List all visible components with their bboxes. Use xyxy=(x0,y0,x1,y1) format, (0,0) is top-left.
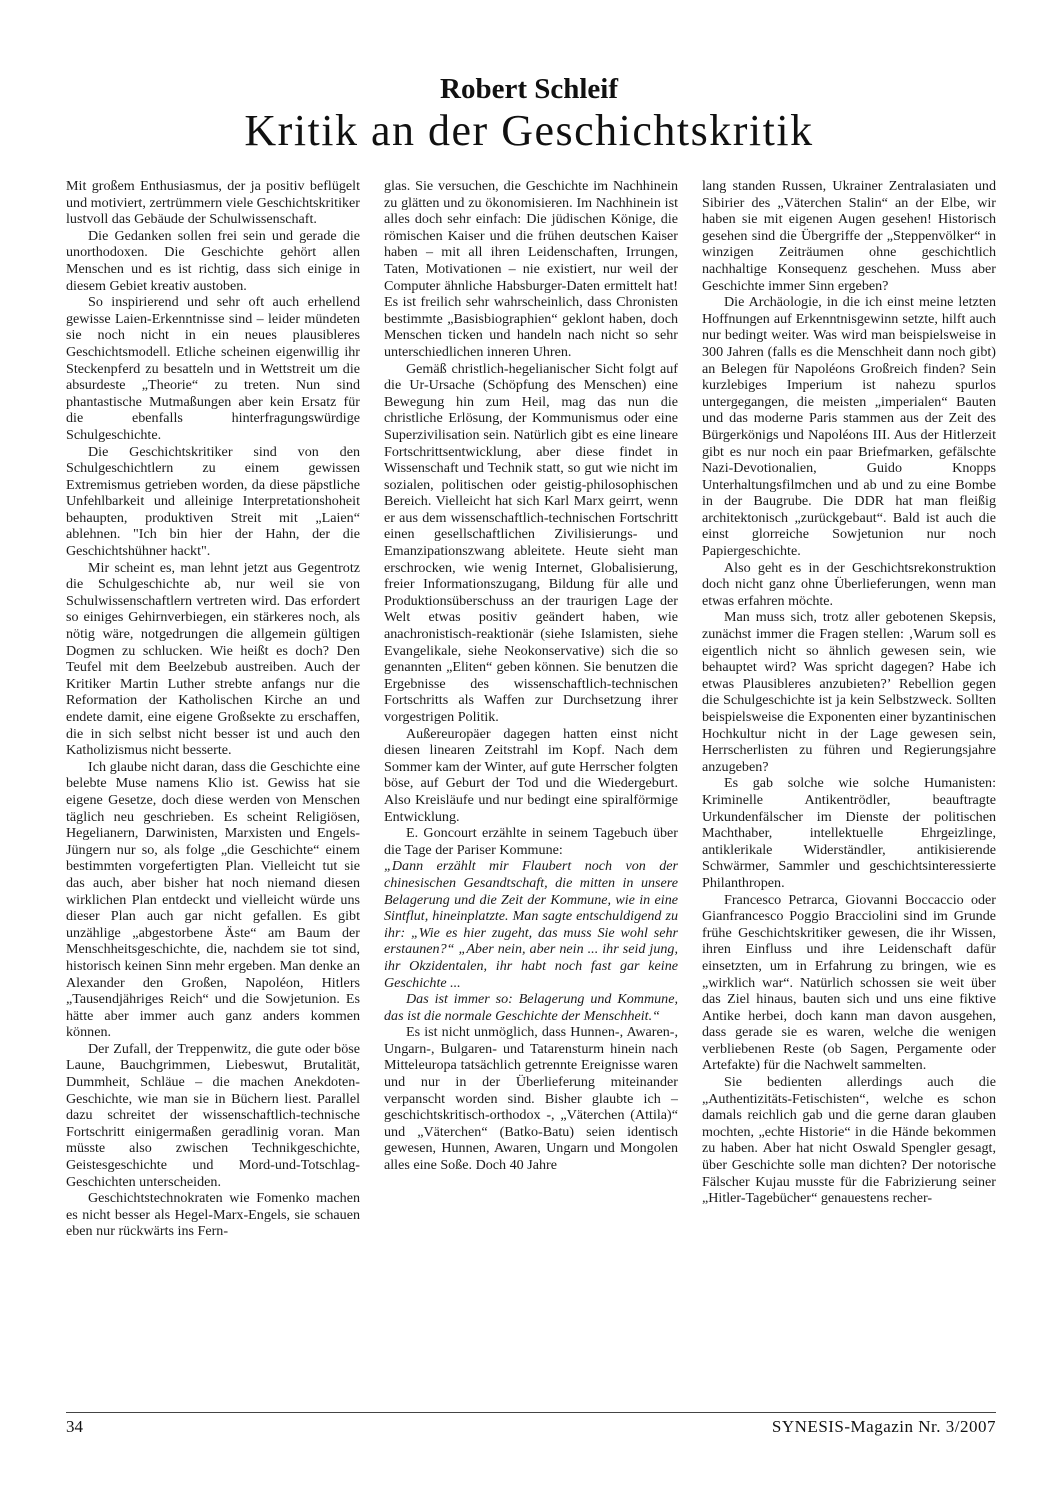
column-1 xyxy=(66,178,360,1400)
paragraph: Außereuropäer dagegen hatten einst nicht diesen linearen Zeitstrahl im Kopf. Nach dem Sommer kam der Winter, auf gute Herrscher folgten böse, auf Geburt der Tod und die Wiedergeburt. Also Kreisläufe und nur bedingt eine spiralförmige Entwicklung. xyxy=(384,725,678,825)
page-number: 34 xyxy=(66,1417,83,1436)
paragraph: Mit großem Enthusiasmus, der ja positiv beflügelt und motiviert, zertrümmern viele Geschichtskritiker lustvoll das Gebäude der Schulwissenschaft. xyxy=(66,178,360,228)
paragraph: Gemäß christlich-hegelianischer Sicht folgt auf die Ur-Ursache (Schöpfung des Menschen) eine Bewegung hin zum Heil, mag das nun die christliche Erlösung, der Kommunismus oder eine Superzivilisation sein. Natürlich gibt es eine lineare Fortschrittsentwicklung, aber diese findet in Wissenschaft und Technik statt, so gut wie nicht im sozialen, politischen oder geistig-philosophischen Bereich. Vielleicht hat sich Karl Marx geirrt, wenn er aus dem wissenschaftlich-technischen Fortschritt einen gesellschaftlichen Zivilisierungs- und Emanzipationszwang ableitete. Heute sieht man erschrocken, wie wenig Internet, Globalisierung, freier Informationszugang, Bildung für alle und Produktionsüberschuss an der traurigen Lage der Welt etwas positiv geändert haben, wie anachronistisch-reaktionär (siehe Islamisten, siehe Evangelikale, siehe Neokonservative) sich die so genannten „Eliten“ geben können. Sie benutzen die Ergebnisse des wissenschaftlich-technischen Fortschritts als Waffen zur Durchsetzung ihrer vorgestrigen Politik. xyxy=(384,360,678,725)
paragraph: Geschichtstechnokraten wie Fomenko machen es nicht besser als Hegel-Marx-Engels, sie schauen eben nur rückwärts ins Fern- xyxy=(66,1190,360,1240)
column-2 xyxy=(384,178,678,1400)
paragraph: Der Zufall, der Treppenwitz, die gute oder böse Laune, Bauchgrimmen, Liebeswut, Brutalität, Dummheit, Schläue – die machen Anekdoten-Geschichte, wie man sie in Büchern liest. Parallel dazu schreitet der wissenschaftlich-technische Fortschritt einigermaßen geradlinig voran. Man müsste also zwischen Technikgeschichte, Geistesgeschichte und Mord-und-Totschlag-Geschichten unterscheiden. xyxy=(66,1040,360,1190)
paragraph: Die Geschichtskritiker sind von den Schulgeschichtlern zu einem gewissen Extremismus getrieben worden, da diese päpstliche Unfehlbarkeit und alleinige Interpretationshoheit behaupten, produktiven Streit mit „Laien“ ablehnen. "Ich bin hier der Hahn, der die Geschichtshühner hackt". xyxy=(66,443,360,560)
paragraph: Es gab solche wie solche Humanisten: Kriminelle Antikentrödler, beauftragte Urkundenfälscher im Dienste der politischen Machthaber, intellektuelle Ehrgeizlinge, antiklerikale Widerständler, antikisierende Schwärmer, Sammler und geschichtsinteressierte Philanthropen. xyxy=(702,775,996,891)
paragraph: Die Archäologie, in die ich einst meine letzten Hoffnungen auf Erkenntnisgewinn setzte, hilft auch nur bedingt weiter. Was wird man beispielsweise in 300 Jahren (falls es die Menschheit dann noch gibt) an Belegen für Napoléons Großreich finden? Sein kurzlebiges Imperium ist nahezu spurlos untergegangen, die meisten „imperialen“ Bauten und das moderne Paris stammen aus der Zeit des Bürgerkönigs und Napoléons III. Aus der Hitlerzeit gibt es nur noch ein paar Briefmarken, gefälschte Nazi-Devotionalien, Guido Knopps Unterhaltungsfilmchen und ab und zu eine Bombe in der Baugrube. Die DDR hat man fleißig architektonisch „zurückgebaut“. Bald ist auch die einst glorreiche Sowjetunion nur noch Papiergeschichte. xyxy=(702,294,996,560)
page-footer xyxy=(66,1416,996,1438)
paragraph: Man muss sich, trotz aller gebotenen Skepsis, zunächst immer die Fragen stellen: ‚Warum soll es eigentlich nicht so ähnlich gewesen sein, wie behauptet wird? Was spricht dagegen? Habe ich etwas Plausibleres anzubieten?’ Rebellion gegen die Schulgeschichte ist ja kein Selbstzweck. Sollten beispielsweise die Exponenten einer byzantinischen Hochkultur nicht in der Lage gewesen sein, Herrscherlisten zu führen und Regierungsjahre anzugeben? xyxy=(702,609,996,775)
paragraph: Also geht es in der Geschichtsrekonstruktion doch nicht ganz ohne Überlieferungen, wenn man etwas erfahren möchte. xyxy=(702,559,996,609)
paragraph: lang standen Russen, Ukrainer Zentralasiaten und Sibirier des „Väterchen Stalin“ an der Elbe, wir haben sie mit eigenen Augen gesehen! Historisch gesehen sind die Übergriffe der „Steppenvölker“ in winzigen Zeiträumen ohne geschichtlich nachhaltige Konsequenz geschehen. Muss aber Geschichte immer Sinn ergeben? xyxy=(702,178,996,294)
paragraph: Mir scheint es, man lehnt jetzt aus Gegentrotz die Schulgeschichte ab, nur weil sie von Schulwissenschaftlern vertreten wird. Das erfordert so einiges Gehirnverbiegen, ein stärkeres noch, als nötig wäre, notgedrungen die allgemein gültigen Dogmen zu schlucken. Wie heißt es doch? Den Teufel mit dem Beelzebub austreiben. Auch der Kritiker Martin Luther strebte anfangs nur die Reformation der Katholischen Kirche an und endete damit, eine eigene Großsekte zu erschaffen, die in sich selbst nicht besser ist und auch den Katholizismus nicht besserte. xyxy=(66,559,360,759)
article-header xyxy=(0,72,1058,156)
article-body xyxy=(66,178,996,1400)
paragraph: Es ist nicht unmöglich, dass Hunnen-, Awaren-, Ungarn-, Bulgaren- und Tatarensturm hinein nach Mitteleuropa tatsächlich getrennte Ereignisse waren und nur in der Überlieferung miteinander verpanscht worden sind. Bisher glaubte ich – geschichtskritisch-orthodox -, „Väterchen (Attila)“ und „Väterchen“ (Batko-Batu) seien identisch gewesen, Hunnen, Awaren, Ungarn und Mongolen alles eine Soße. Doch 40 Jahre xyxy=(384,1024,678,1174)
paragraph: glas. Sie versuchen, die Geschichte im Nachhinein zu glätten und zu ökonomisieren. Im Nachhinein ist alles doch sehr einfach: Die jüdischen Könige, die römischen Kaiser und die frühen deutschen Kaiser haben – mit all ihren Leidenschaften, Irrungen, Taten, Motivationen – nie existiert, nur weil der Computer ähnliche Habsburger-Daten ermittelt hat! Es ist freilich sehr wahrscheinlich, dass Chronisten bestimmte „Basisbiographien“ geklont haben, doch Menschen ticken und handeln nach nicht so sehr unterschiedlichen inneren Uhren. xyxy=(384,178,678,360)
paragraph: Sie bedienten allerdings auch die „Authentizitäts-Fetischisten“, welche es schon damals reichlich gab und die gerne daran glauben mochten, „echte Historie“ in die Hände bekommen zu haben. Aber hat nicht Oswald Spengler gesagt, über Geschichte solle man dichten? Der notorische Fälscher Kujau musste für die Fabrizierung seiner „Hitler-Tagebücher“ genauestens recher- xyxy=(702,1074,996,1207)
column-3 xyxy=(702,178,996,1400)
magazine-issue: SYNESIS-Magazin Nr. 3/2007 xyxy=(771,1417,996,1436)
paragraph: E. Goncourt erzählte in seinem Tagebuch über die Tage der Pariser Kommune: xyxy=(384,825,678,858)
article-title: Kritik an der Geschichtskritik xyxy=(244,106,814,155)
paragraph: Francesco Petrarca, Giovanni Boccaccio oder Gianfrancesco Poggio Bracciolini sind im Grunde frühe Geschichtskritiker gewesen, die ihr Wissen, ihren Einfluss und ihre Leidenschaft dafür einsetzten, um in Erfahrung zu bringen, wie es „wirklich war“. Natürlich schossen sie weit über das Ziel hinaus, bauten sich und uns eine fiktive Antike herbei, doch kann man davon ausgehen, dass gerade sie es waren, welche die wenigen verbliebenen Reste (ob Sagen, Pergamente oder Artefakte) für die Nachwelt sammelten. xyxy=(702,891,996,1074)
quote-paragraph: „Dann erzählt mir Flaubert noch von der chinesischen Gesandtschaft, die mitten in unsere Belagerung und die Zeit der Kommune, wie in eine Sintflut, hineinplatzte. Man sagte entschuldigend zu ihr: „Wie es hier zugeht, das muss Sie wohl sehr erstaunen?“ „Aber nein, aber nein ... ihr seid jung, ihr Okzidentalen, ihr habt noch fast gar keine Geschichte ... xyxy=(384,858,678,991)
paragraph: Die Gedanken sollen frei sein und gerade die unorthodoxen. Die Geschichte gehört allen Menschen und es ist richtig, dass sich einige in diesem Gebiet kreativ austoben. xyxy=(66,227,360,294)
author-name: Robert Schleif xyxy=(440,73,618,105)
quote-paragraph: Das ist immer so: Belagerung und Kommune, das ist die normale Geschichte der Menschheit.“ xyxy=(384,991,678,1024)
footer-divider xyxy=(66,1412,996,1413)
paragraph: Ich glaube nicht daran, dass die Geschichte eine belebte Muse namens Klio ist. Gewiss hat sie eigene Gesetze, doch diese werden von Menschen täglich neu geschrieben. Es scheint Religiösen, Hegelianern, Darwinisten, Marxisten und Engels-Jüngern nur so, als folge „die Geschichte“ einem bestimmten vorgefertigten Plan. Vielleicht tut sie das auch, aber bisher hat noch niemand diesen wirklichen Plan entdeckt und vielleicht würde uns dieser Plan auch gar nicht gefallen. Es gibt unzählige „abgestorbene Äste“ am Baum der Menschheitsgeschichte, die, nachdem sie tot sind, historisch keinen Sinn mehr ergeben. Man denke an Alexander den Großen, Napoléon, Hitlers „Tausendjähriges Reich“ und die Sowjetunion. Es hätte aber immer auch ganz anders kommen können. xyxy=(66,758,360,1041)
paragraph: So inspirierend und sehr oft auch erhellend gewisse Laien-Erkenntnisse sind – leider mündeten sie noch nicht in ein neues plausibleres Geschichtsmodell. Etliche scheinen eigenwillig ihr Steckenpferd zu besatteln und in Wettstreit um die absurdeste „Theorie“ zu treten. Nun sind phantastische Mutmaßungen aber kein Ersatz für die ebenfalls hinterfragungswürdige Schulgeschichte. xyxy=(66,294,360,443)
